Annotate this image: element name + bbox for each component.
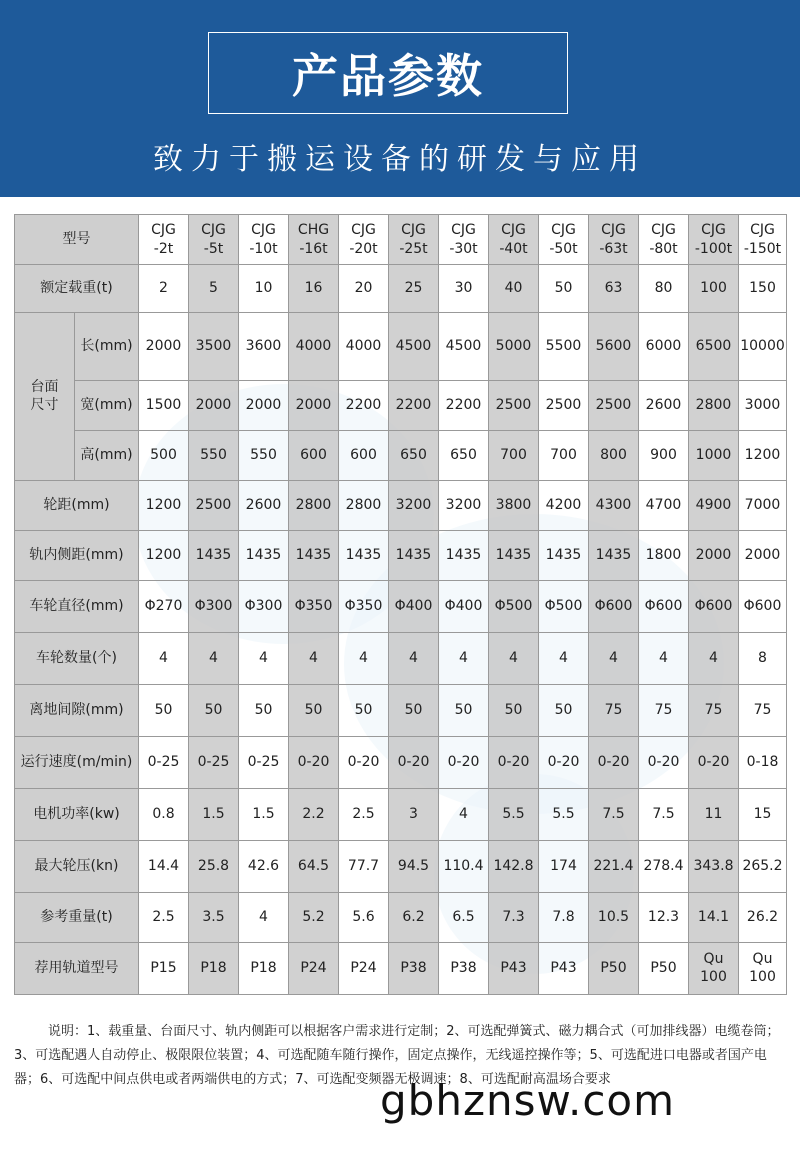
value-cell: 14.1 — [689, 893, 739, 943]
value-cell: 4 — [489, 633, 539, 685]
value-cell: 1435 — [339, 531, 389, 581]
value-cell: 2600 — [639, 381, 689, 431]
value-cell: 265.2 — [739, 841, 787, 893]
value-cell: 42.6 — [239, 841, 289, 893]
value-cell: 3600 — [239, 313, 289, 381]
value-cell: Φ270 — [139, 581, 189, 633]
value-cell: 2500 — [489, 381, 539, 431]
value-cell: 40 — [489, 265, 539, 313]
value-cell: 3200 — [439, 481, 489, 531]
model-series: CJG — [750, 222, 775, 239]
model-capacity: -150t — [743, 240, 782, 257]
value-cell: 0-20 — [689, 737, 739, 789]
value-cell: 4900 — [689, 481, 739, 531]
model-series: CJG — [501, 222, 526, 239]
value-cell: 600 — [289, 431, 339, 481]
value-cell: 7.3 — [489, 893, 539, 943]
value-cell: 0-20 — [639, 737, 689, 789]
value-cell: 278.4 — [639, 841, 689, 893]
model-capacity: -5t — [203, 240, 224, 257]
value-cell: Φ500 — [489, 581, 539, 633]
model-cell — [689, 215, 739, 265]
value-cell: Φ500 — [539, 581, 589, 633]
table-row — [15, 943, 787, 995]
value-cell: 50 — [439, 685, 489, 737]
row-label: 车轮直径(mm) — [15, 581, 139, 633]
value-cell: 6000 — [639, 313, 689, 381]
value-cell: 800 — [589, 431, 639, 481]
page-title: 产品参数 — [208, 32, 568, 114]
value-cell: 0.8 — [139, 789, 189, 841]
value-cell: 5600 — [589, 313, 639, 381]
platform-size-label: 台面 尺寸 — [15, 313, 75, 481]
value-cell: 2800 — [339, 481, 389, 531]
value-cell: 0-20 — [489, 737, 539, 789]
value-cell: 3 — [389, 789, 439, 841]
row-label: 型号 — [15, 215, 139, 265]
value-cell: 12.3 — [639, 893, 689, 943]
value-cell: 4 — [189, 633, 239, 685]
value-cell: 7.8 — [539, 893, 589, 943]
value-cell: 2000 — [289, 381, 339, 431]
model-series: CJG — [601, 222, 626, 239]
value-cell: 5500 — [539, 313, 589, 381]
value-cell: 6.5 — [439, 893, 489, 943]
value-cell: 4300 — [589, 481, 639, 531]
value-cell: 2000 — [189, 381, 239, 431]
value-cell: 1435 — [239, 531, 289, 581]
value-cell: 0-25 — [189, 737, 239, 789]
row-label: 轨内侧距(mm) — [15, 531, 139, 581]
value-cell: 0-25 — [239, 737, 289, 789]
value-cell: 1200 — [739, 431, 787, 481]
value-cell: 2.2 — [289, 789, 339, 841]
value-cell: 150 — [739, 265, 787, 313]
value-cell: 3000 — [739, 381, 787, 431]
value-cell: 4000 — [339, 313, 389, 381]
value-cell: P24 — [339, 943, 389, 995]
value-cell: Φ400 — [389, 581, 439, 633]
model-cell — [389, 215, 439, 265]
value-cell: 2200 — [339, 381, 389, 431]
model-series: CJG — [551, 222, 576, 239]
model-cell — [339, 215, 389, 265]
value-cell: 700 — [489, 431, 539, 481]
value-cell: 6.2 — [389, 893, 439, 943]
value-cell: 4200 — [539, 481, 589, 531]
page-subtitle: 致力于搬运设备的研发与应用 — [153, 142, 647, 177]
value-cell: 5 — [189, 265, 239, 313]
value-cell: 4 — [689, 633, 739, 685]
value-cell: 700 — [539, 431, 589, 481]
value-cell: 2.5 — [139, 893, 189, 943]
value-cell: 10.5 — [589, 893, 639, 943]
value-cell: P18 — [239, 943, 289, 995]
value-cell: 15 — [739, 789, 787, 841]
table-row — [15, 685, 787, 737]
value-cell: 1435 — [489, 531, 539, 581]
value-cell: 1435 — [389, 531, 439, 581]
table-row — [15, 431, 787, 481]
value-cell: 2500 — [589, 381, 639, 431]
row-label: 额定载重(t) — [15, 265, 139, 313]
model-cell — [439, 215, 489, 265]
value-cell: 650 — [389, 431, 439, 481]
value-cell: P38 — [389, 943, 439, 995]
model-capacity: -100t — [694, 240, 733, 257]
row-label: 运行速度(m/min) — [15, 737, 139, 789]
value-cell: 4 — [339, 633, 389, 685]
value-cell: P18 — [189, 943, 239, 995]
value-cell: 2200 — [439, 381, 489, 431]
value-cell: 75 — [739, 685, 787, 737]
value-cell: 5.6 — [339, 893, 389, 943]
value-cell: 80 — [639, 265, 689, 313]
value-cell: 50 — [189, 685, 239, 737]
table-row — [15, 481, 787, 531]
value-cell: 4 — [439, 789, 489, 841]
watermark: gbhznsw.com — [380, 1076, 676, 1125]
value-cell: 94.5 — [389, 841, 439, 893]
value-cell: 0-20 — [339, 737, 389, 789]
value-cell: 1435 — [289, 531, 339, 581]
value-cell: P24 — [289, 943, 339, 995]
value-cell: 2500 — [189, 481, 239, 531]
value-cell: 5.5 — [539, 789, 589, 841]
value-cell: 64.5 — [289, 841, 339, 893]
value-cell: 3200 — [389, 481, 439, 531]
value-cell: 1435 — [539, 531, 589, 581]
value-cell: 7.5 — [589, 789, 639, 841]
value-cell: 1200 — [139, 531, 189, 581]
value-cell: 343.8 — [689, 841, 739, 893]
value-cell: 5.5 — [489, 789, 539, 841]
model-series: CHG — [297, 222, 330, 239]
value-cell: P50 — [639, 943, 689, 995]
value-cell: 4 — [239, 633, 289, 685]
value-cell: 2800 — [689, 381, 739, 431]
header-banner — [0, 0, 800, 197]
value-cell: 75 — [689, 685, 739, 737]
value-cell: Φ600 — [739, 581, 787, 633]
value-cell: P43 — [539, 943, 589, 995]
value-cell: Φ300 — [189, 581, 239, 633]
value-cell: 500 — [139, 431, 189, 481]
value-cell: 50 — [539, 685, 589, 737]
value-cell: 5.2 — [289, 893, 339, 943]
model-capacity: -63t — [599, 240, 628, 257]
value-cell: Φ600 — [639, 581, 689, 633]
model-series: CJG — [201, 222, 226, 239]
value-cell: 63 — [589, 265, 639, 313]
value-cell: 50 — [289, 685, 339, 737]
model-cell — [539, 215, 589, 265]
value-cell: Φ600 — [589, 581, 639, 633]
value-cell: 900 — [639, 431, 689, 481]
value-cell: 650 — [439, 431, 489, 481]
model-series: CJG — [151, 222, 176, 239]
row-label: 宽(mm) — [75, 381, 139, 431]
value-cell: 30 — [439, 265, 489, 313]
model-capacity: -25t — [399, 240, 428, 257]
row-label: 荐用轨道型号 — [15, 943, 139, 995]
value-cell: 25.8 — [189, 841, 239, 893]
value-cell: P15 — [139, 943, 189, 995]
value-cell: 3500 — [189, 313, 239, 381]
notes-text: 说明：1、载重量、台面尺寸、轨内侧距可以根据客户需求进行定制；2、可选配弹簧式、磁力耦合式（可加排线器）电缆卷筒；3、可选配遇人自动停止、极限限位装置；4、可选配随车随行操作，固定点操作，无线遥控操作等；5、可选配进口电器或者国产电器；6、可选配中间点供电或者两端供电的方式；7、可选配变频器无极调速；8、可选配耐高温场合要求 — [14, 1024, 780, 1087]
table-row — [15, 893, 787, 943]
model-series: CJG — [701, 222, 726, 239]
table-row — [15, 265, 787, 313]
value-cell: 5000 — [489, 313, 539, 381]
value-cell: 3.5 — [189, 893, 239, 943]
model-series: CJG — [401, 222, 426, 239]
value-cell: 11 — [689, 789, 739, 841]
value-cell: 4700 — [639, 481, 689, 531]
value-cell: 221.4 — [589, 841, 639, 893]
value-cell: 8 — [739, 633, 787, 685]
row-label: 长(mm) — [75, 313, 139, 381]
table-row — [15, 531, 787, 581]
value-cell: 4 — [589, 633, 639, 685]
row-label: 离地间隙(mm) — [15, 685, 139, 737]
model-capacity: -20t — [349, 240, 378, 257]
value-cell: Φ350 — [289, 581, 339, 633]
row-label: 参考重量(t) — [15, 893, 139, 943]
value-cell: Φ300 — [239, 581, 289, 633]
value-cell: 77.7 — [339, 841, 389, 893]
value-cell: 4 — [139, 633, 189, 685]
value-cell: 7.5 — [639, 789, 689, 841]
model-capacity: -50t — [549, 240, 578, 257]
value-cell: 2000 — [239, 381, 289, 431]
model-cell — [639, 215, 689, 265]
model-cell — [489, 215, 539, 265]
value-cell: 4 — [639, 633, 689, 685]
value-cell: 4500 — [439, 313, 489, 381]
model-cell — [739, 215, 787, 265]
value-cell: Qu 100 — [689, 943, 739, 995]
value-cell: 4000 — [289, 313, 339, 381]
value-cell: 550 — [189, 431, 239, 481]
value-cell: 75 — [639, 685, 689, 737]
table-row — [15, 737, 787, 789]
value-cell: 2600 — [239, 481, 289, 531]
value-cell: 110.4 — [439, 841, 489, 893]
value-cell: 550 — [239, 431, 289, 481]
value-cell: Φ350 — [339, 581, 389, 633]
value-cell: 142.8 — [489, 841, 539, 893]
model-cell — [189, 215, 239, 265]
model-capacity: -16t — [299, 240, 328, 257]
model-capacity: -80t — [649, 240, 678, 257]
value-cell: 50 — [539, 265, 589, 313]
row-label: 电机功率(kw) — [15, 789, 139, 841]
value-cell: 1.5 — [189, 789, 239, 841]
value-cell: 25 — [389, 265, 439, 313]
model-cell — [589, 215, 639, 265]
value-cell: 10 — [239, 265, 289, 313]
table-row — [15, 789, 787, 841]
value-cell: P38 — [439, 943, 489, 995]
row-label: 最大轮压(kn) — [15, 841, 139, 893]
value-cell: 1000 — [689, 431, 739, 481]
value-cell: 2000 — [739, 531, 787, 581]
value-cell: 174 — [539, 841, 589, 893]
value-cell: 2000 — [139, 313, 189, 381]
value-cell: 75 — [589, 685, 639, 737]
value-cell: 0-20 — [439, 737, 489, 789]
value-cell: 2.5 — [339, 789, 389, 841]
model-capacity: -10t — [249, 240, 278, 257]
value-cell: 1.5 — [239, 789, 289, 841]
spec-table — [14, 214, 787, 995]
value-cell: 50 — [489, 685, 539, 737]
value-cell: 4 — [289, 633, 339, 685]
model-series: CJG — [451, 222, 476, 239]
spec-table-container — [14, 214, 786, 994]
value-cell: 20 — [339, 265, 389, 313]
value-cell: 50 — [139, 685, 189, 737]
value-cell: 0-25 — [139, 737, 189, 789]
table-row — [15, 841, 787, 893]
model-cell — [289, 215, 339, 265]
table-row — [15, 581, 787, 633]
value-cell: 4 — [239, 893, 289, 943]
value-cell: Φ400 — [439, 581, 489, 633]
model-cell — [239, 215, 289, 265]
value-cell: 26.2 — [739, 893, 787, 943]
value-cell: 600 — [339, 431, 389, 481]
value-cell: 6500 — [689, 313, 739, 381]
model-series: CJG — [651, 222, 676, 239]
table-row — [15, 313, 787, 381]
value-cell: 2000 — [689, 531, 739, 581]
value-cell: 14.4 — [139, 841, 189, 893]
value-cell: 2 — [139, 265, 189, 313]
value-cell: 10000 — [739, 313, 787, 381]
value-cell: 7000 — [739, 481, 787, 531]
model-capacity: -2t — [153, 240, 174, 257]
value-cell: 1500 — [139, 381, 189, 431]
value-cell: 0-20 — [539, 737, 589, 789]
value-cell: 4 — [389, 633, 439, 685]
model-series: CJG — [251, 222, 276, 239]
row-label: 车轮数量(个) — [15, 633, 139, 685]
model-capacity: -30t — [449, 240, 478, 257]
model-series: CJG — [351, 222, 376, 239]
value-cell: Φ600 — [689, 581, 739, 633]
row-label: 轮距(mm) — [15, 481, 139, 531]
value-cell: 50 — [239, 685, 289, 737]
value-cell: 1435 — [439, 531, 489, 581]
value-cell: 0-20 — [589, 737, 639, 789]
value-cell: 0-20 — [389, 737, 439, 789]
value-cell: 0-18 — [739, 737, 787, 789]
value-cell: 2800 — [289, 481, 339, 531]
value-cell: 16 — [289, 265, 339, 313]
value-cell: 0-20 — [289, 737, 339, 789]
model-cell — [139, 215, 189, 265]
table-row — [15, 215, 787, 265]
value-cell: 2200 — [389, 381, 439, 431]
value-cell: 2500 — [539, 381, 589, 431]
value-cell: P43 — [489, 943, 539, 995]
table-row — [15, 633, 787, 685]
value-cell: Qu 100 — [739, 943, 787, 995]
value-cell: 4 — [539, 633, 589, 685]
value-cell: P50 — [589, 943, 639, 995]
value-cell: 50 — [339, 685, 389, 737]
value-cell: 3800 — [489, 481, 539, 531]
value-cell: 1435 — [189, 531, 239, 581]
table-row — [15, 381, 787, 431]
value-cell: 4 — [439, 633, 489, 685]
value-cell: 1200 — [139, 481, 189, 531]
row-label: 高(mm) — [75, 431, 139, 481]
value-cell: 1435 — [589, 531, 639, 581]
value-cell: 4500 — [389, 313, 439, 381]
value-cell: 100 — [689, 265, 739, 313]
model-capacity: -40t — [499, 240, 528, 257]
value-cell: 50 — [389, 685, 439, 737]
value-cell: 1800 — [639, 531, 689, 581]
